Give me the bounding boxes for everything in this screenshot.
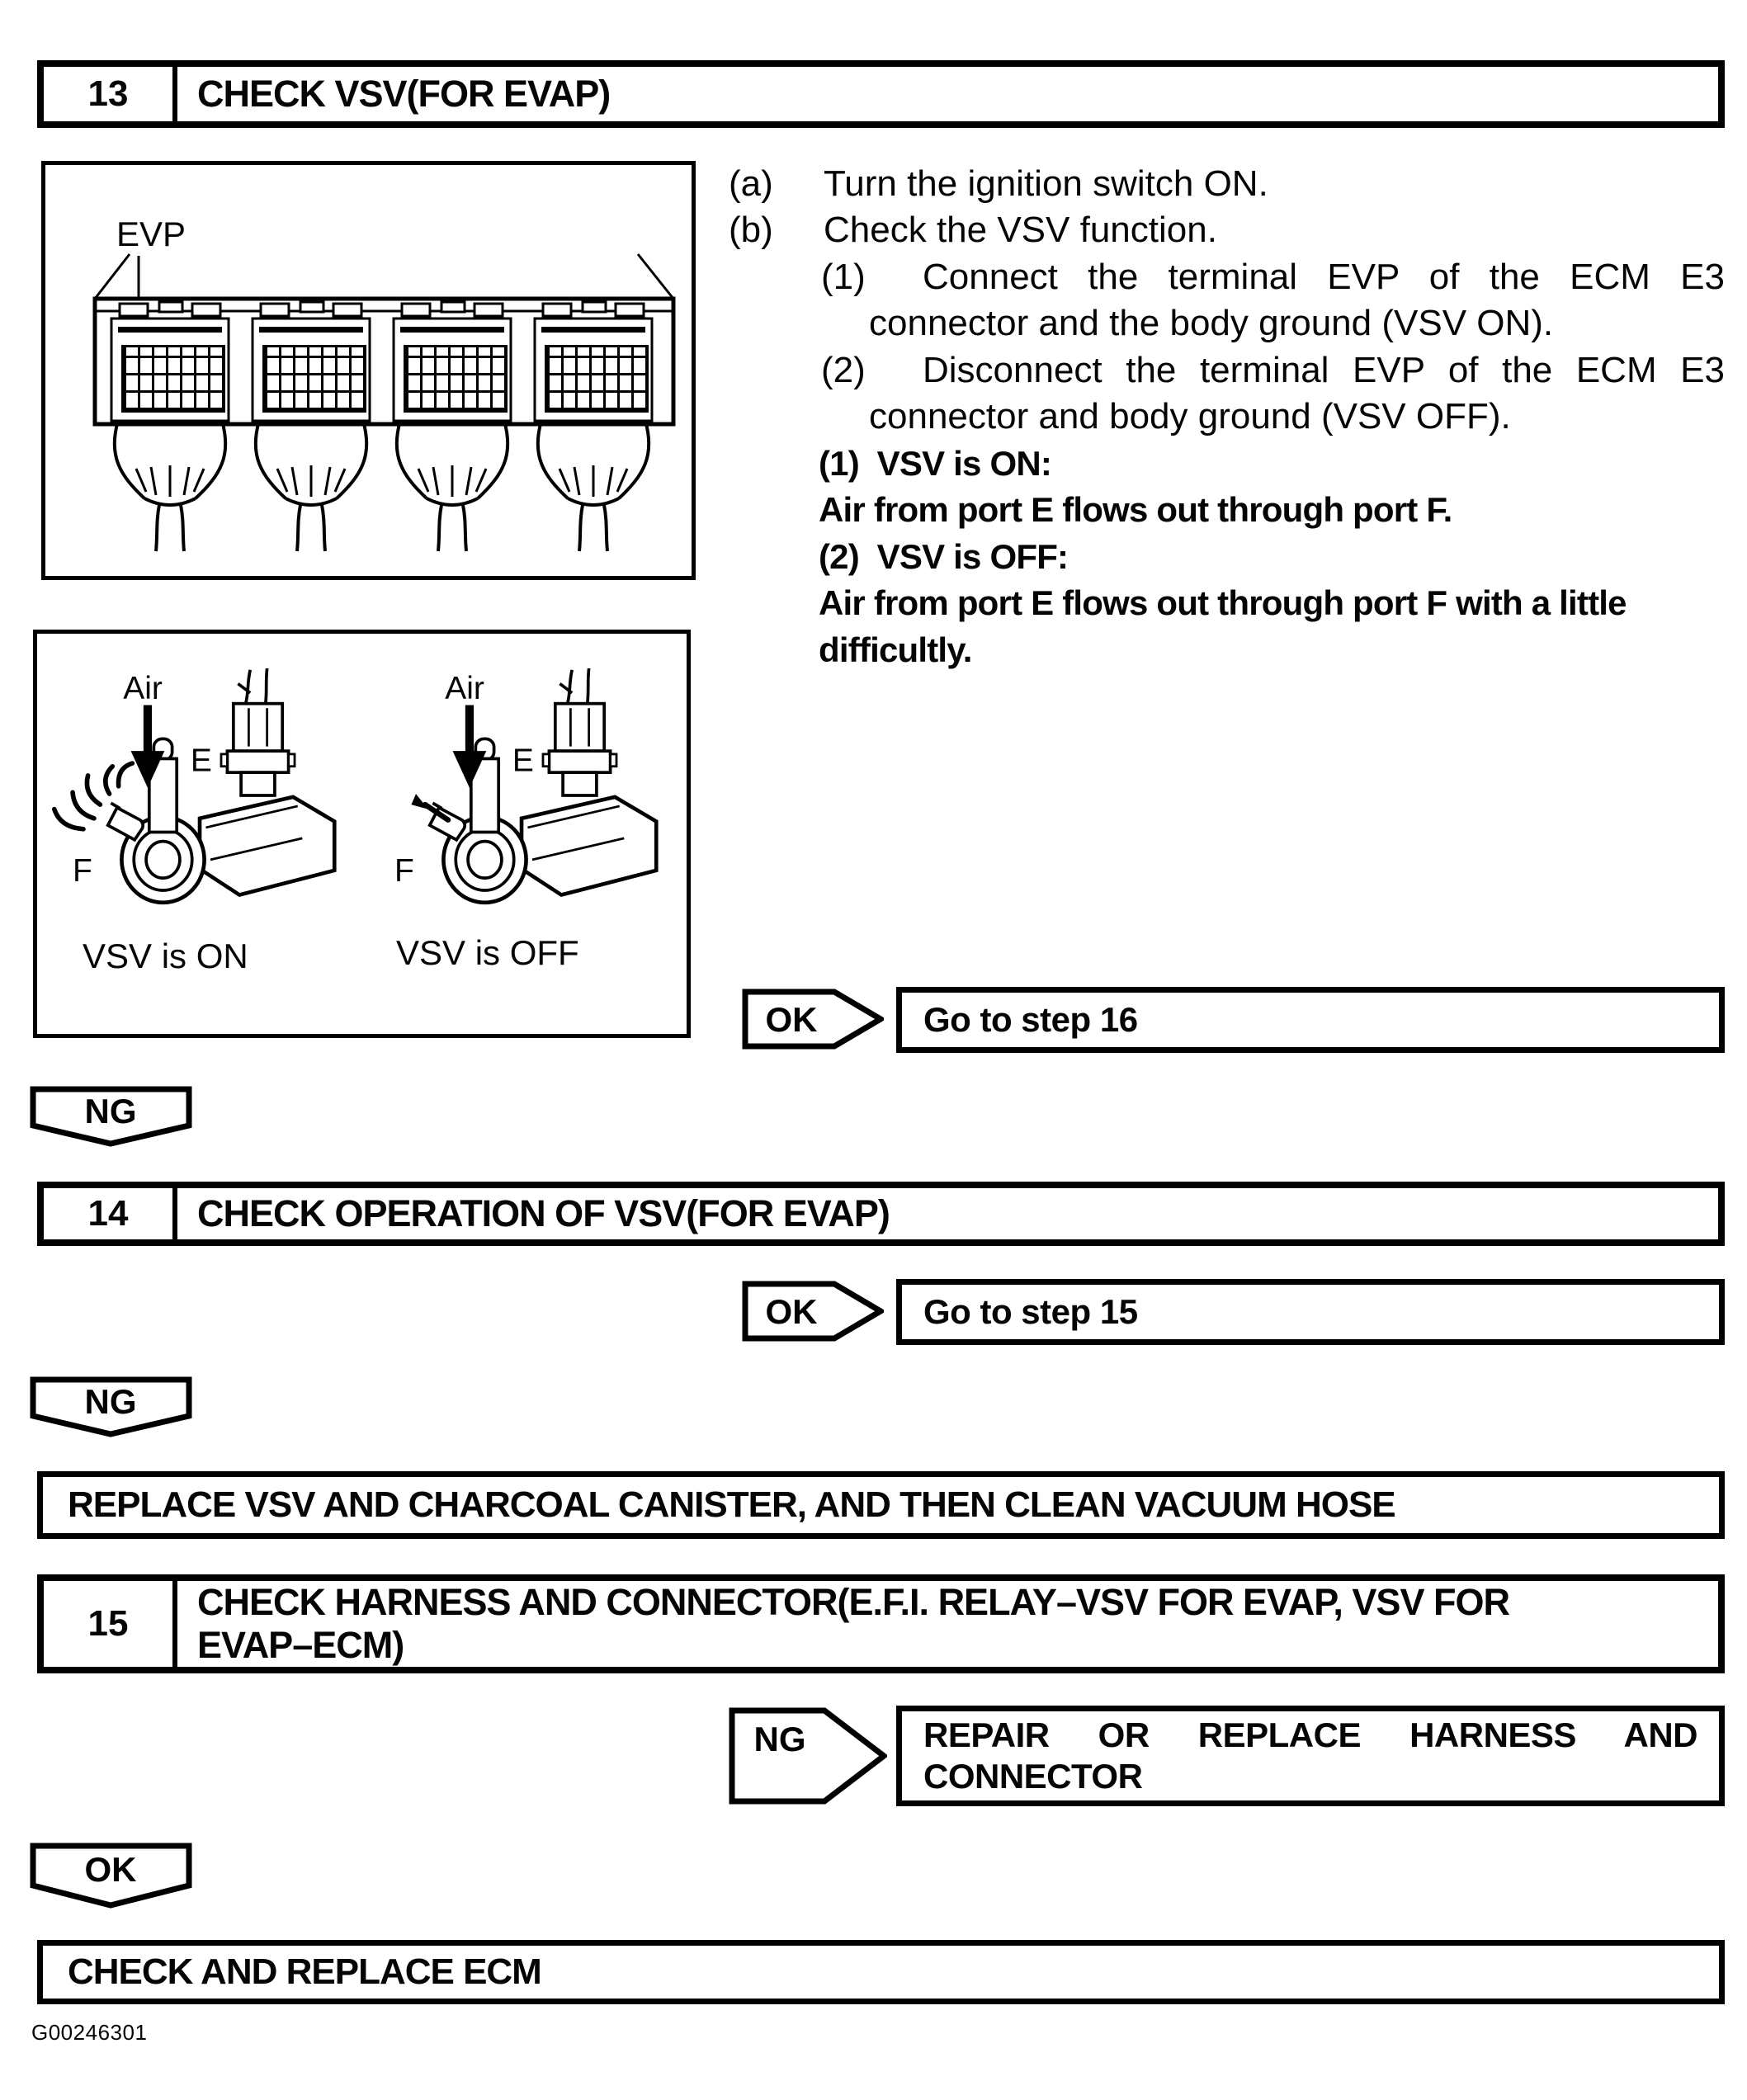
air-leak-icon: [411, 794, 448, 820]
result-text-bold: Air from port E flows out through port F.: [819, 490, 1452, 529]
instruction-marker: (b): [729, 210, 773, 250]
result-action-line2: CONNECTOR: [923, 1757, 1143, 1796]
step-15-header: [37, 1574, 1725, 1673]
result-text-bold: difficultly.: [819, 630, 972, 669]
ecm-connector-figure: [41, 161, 696, 580]
step-15-number: 15: [44, 1581, 177, 1667]
ng-badge-label: NG: [753, 1720, 806, 1758]
result-text-bold: Air from port E flows out through port F with a little: [819, 583, 1627, 622]
step-13-header: [37, 60, 1725, 128]
ok-badge-label: OK: [84, 1850, 137, 1889]
pin-grid: [121, 345, 225, 413]
ok-arrow-badge: [742, 1281, 884, 1342]
ng-chevron-badge: [30, 1086, 192, 1147]
result-action-line1: REPAIR OR REPLACE HARNESS AND: [923, 1715, 1697, 1754]
vsv-valve-on-drawing: [50, 668, 371, 932]
valve-caption-off: VSV is OFF: [396, 933, 579, 972]
port-e-label: E: [512, 743, 534, 779]
result-action-text: Go to step 16: [923, 1000, 1138, 1039]
instruction-text: Turn the ignition switch ON.: [824, 163, 1268, 204]
ok-badge-label: OK: [765, 1000, 818, 1039]
instruction-text: connector and the body ground (VSV ON).: [869, 303, 1554, 343]
ok-chevron-badge: [30, 1843, 192, 1909]
step-14-header: [37, 1182, 1725, 1246]
check-replace-ecm-action-box: [37, 1940, 1725, 2004]
go-to-step-16-box: [896, 987, 1725, 1053]
ok-arrow-badge: [742, 989, 884, 1050]
pin-grid: [404, 345, 508, 413]
instruction-text: Connect the terminal EVP of the ECM E3: [923, 257, 1725, 297]
ng-chevron-badge: [30, 1376, 192, 1437]
ok-badge-label: OK: [765, 1292, 818, 1331]
step-14-number: 14: [44, 1188, 177, 1239]
step-15-title-line1: CHECK HARNESS AND CONNECTOR(E.F.I. RELAY–VSV FOR EVAP, VSV FOR: [197, 1581, 1509, 1623]
ng-badge-label: NG: [84, 1092, 137, 1130]
instruction-marker: (1): [821, 257, 866, 297]
result-action-text: Go to step 15: [923, 1292, 1138, 1331]
result-text-bold: (2) VSV is OFF:: [819, 537, 1069, 576]
step-13-title-text: CHECK VSV(FOR EVAP): [197, 73, 611, 115]
valve-caption-on: VSV is ON: [83, 937, 248, 975]
port-f-label: F: [394, 852, 414, 889]
vsv-valves-figure: [33, 630, 691, 1038]
replace-vsv-action-box: [37, 1471, 1725, 1539]
instruction-marker: (a): [729, 163, 773, 204]
instruction-marker: (2): [821, 350, 866, 390]
result-text-bold: (1) VSV is ON:: [819, 444, 1052, 483]
air-label: Air: [123, 671, 163, 707]
air-label: Air: [445, 671, 484, 707]
instruction-text: Check the VSV function.: [824, 210, 1217, 250]
evp-terminal-label: EVP: [116, 215, 187, 253]
port-f-label: F: [73, 852, 92, 889]
pin-grid: [545, 345, 649, 413]
instruction-text: Disconnect the terminal EVP of the ECM E3: [923, 350, 1725, 390]
step-15-title-line2: EVAP–ECM): [197, 1624, 404, 1666]
step-15-title: [177, 1581, 1718, 1667]
step-14-title: [177, 1188, 1718, 1239]
step-14-title-text: CHECK OPERATION OF VSV(FOR EVAP): [197, 1192, 890, 1234]
ng-arrow-badge: [729, 1707, 887, 1805]
port-e-label: E: [190, 743, 212, 779]
go-to-step-15-box: [896, 1279, 1725, 1345]
action-text: REPLACE VSV AND CHARCOAL CANISTER, AND THEN CLEAN VACUUM HOSE: [68, 1484, 1395, 1525]
ng-badge-label: NG: [84, 1382, 137, 1421]
step-13-number: 13: [44, 67, 177, 121]
instruction-list: [726, 159, 1729, 700]
vsv-valve-off-drawing: [371, 668, 693, 932]
repair-harness-action-box: [896, 1706, 1725, 1806]
action-text: CHECK AND REPLACE ECM: [68, 1951, 541, 1992]
pin-grid: [262, 345, 366, 413]
step-13-title: [177, 67, 1718, 121]
instruction-text: connector and body ground (VSV OFF).: [869, 396, 1511, 437]
figure-id-label: G00246301: [31, 2020, 148, 2045]
